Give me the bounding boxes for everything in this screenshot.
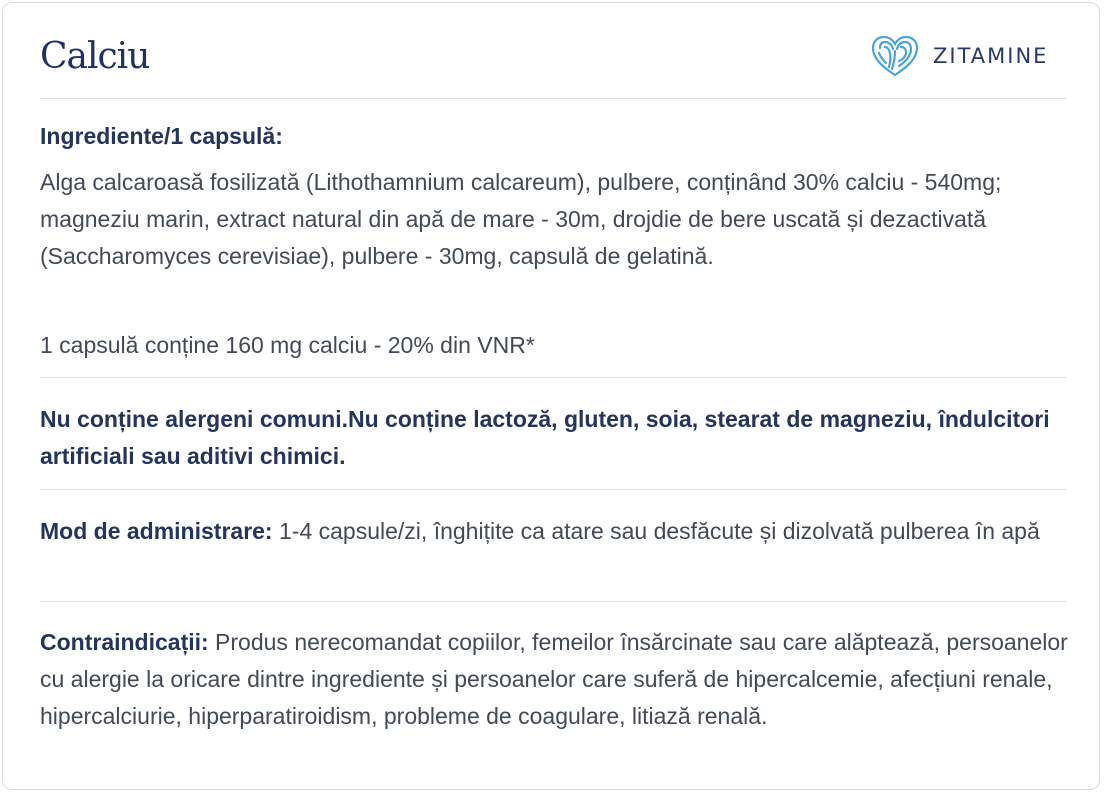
contraindications-text: Produs nerecomandat copiilor, femeilor însărcinate sau care alăptează, persoanelor cu alergie la oricare dintre ingrediente și persoanelor care suferă de hipercalcemie, afecțiuni renale, hipercalciurie, hiperparatiroidism, probleme de coagulare, litiază renală.: [40, 629, 1068, 729]
divider: [40, 377, 1066, 378]
capsule-content-text: 1 capsulă conține 160 mg calciu - 20% din VNR*: [40, 332, 535, 358]
contraindications-section: [40, 624, 1070, 735]
divider: [40, 98, 1066, 99]
allergens-text: Nu conține alergeni comuni.Nu conține lactoză, gluten, soia, stearat de magneziu, îndulcitori artificiali sau aditivi chimici.: [40, 406, 1050, 469]
brand-logo: [869, 33, 1048, 79]
product-info-card: [2, 2, 1100, 790]
brand-name: ZITAMINE: [933, 44, 1049, 68]
page-title: Calciu: [40, 36, 150, 77]
contraindications-label: Contraindicații:: [40, 629, 209, 655]
administration-section: [40, 513, 1070, 550]
fingerprint-heart-icon: [869, 33, 921, 79]
ingredients-heading: Ingrediente/1 capsulă:: [40, 123, 283, 149]
ingredients-text: Alga calcaroasă fosilizată (Lithothamnium calcareum), pulbere, conținând 30% calciu - 540mg; magneziu marin, extract natural din apă de mare - 30m, drojdie de bere uscată și dezactivată (Saccharomyces cerevisiae), pulbere - 30mg, capsulă de gelatină.: [40, 169, 1002, 269]
administration-text: 1-4 capsule/zi, înghițite ca atare sau desfăcute și dizolvată pulberea în apă: [272, 518, 1040, 544]
divider: [40, 601, 1066, 602]
divider: [40, 489, 1066, 490]
administration-label: Mod de administrare:: [40, 518, 273, 544]
